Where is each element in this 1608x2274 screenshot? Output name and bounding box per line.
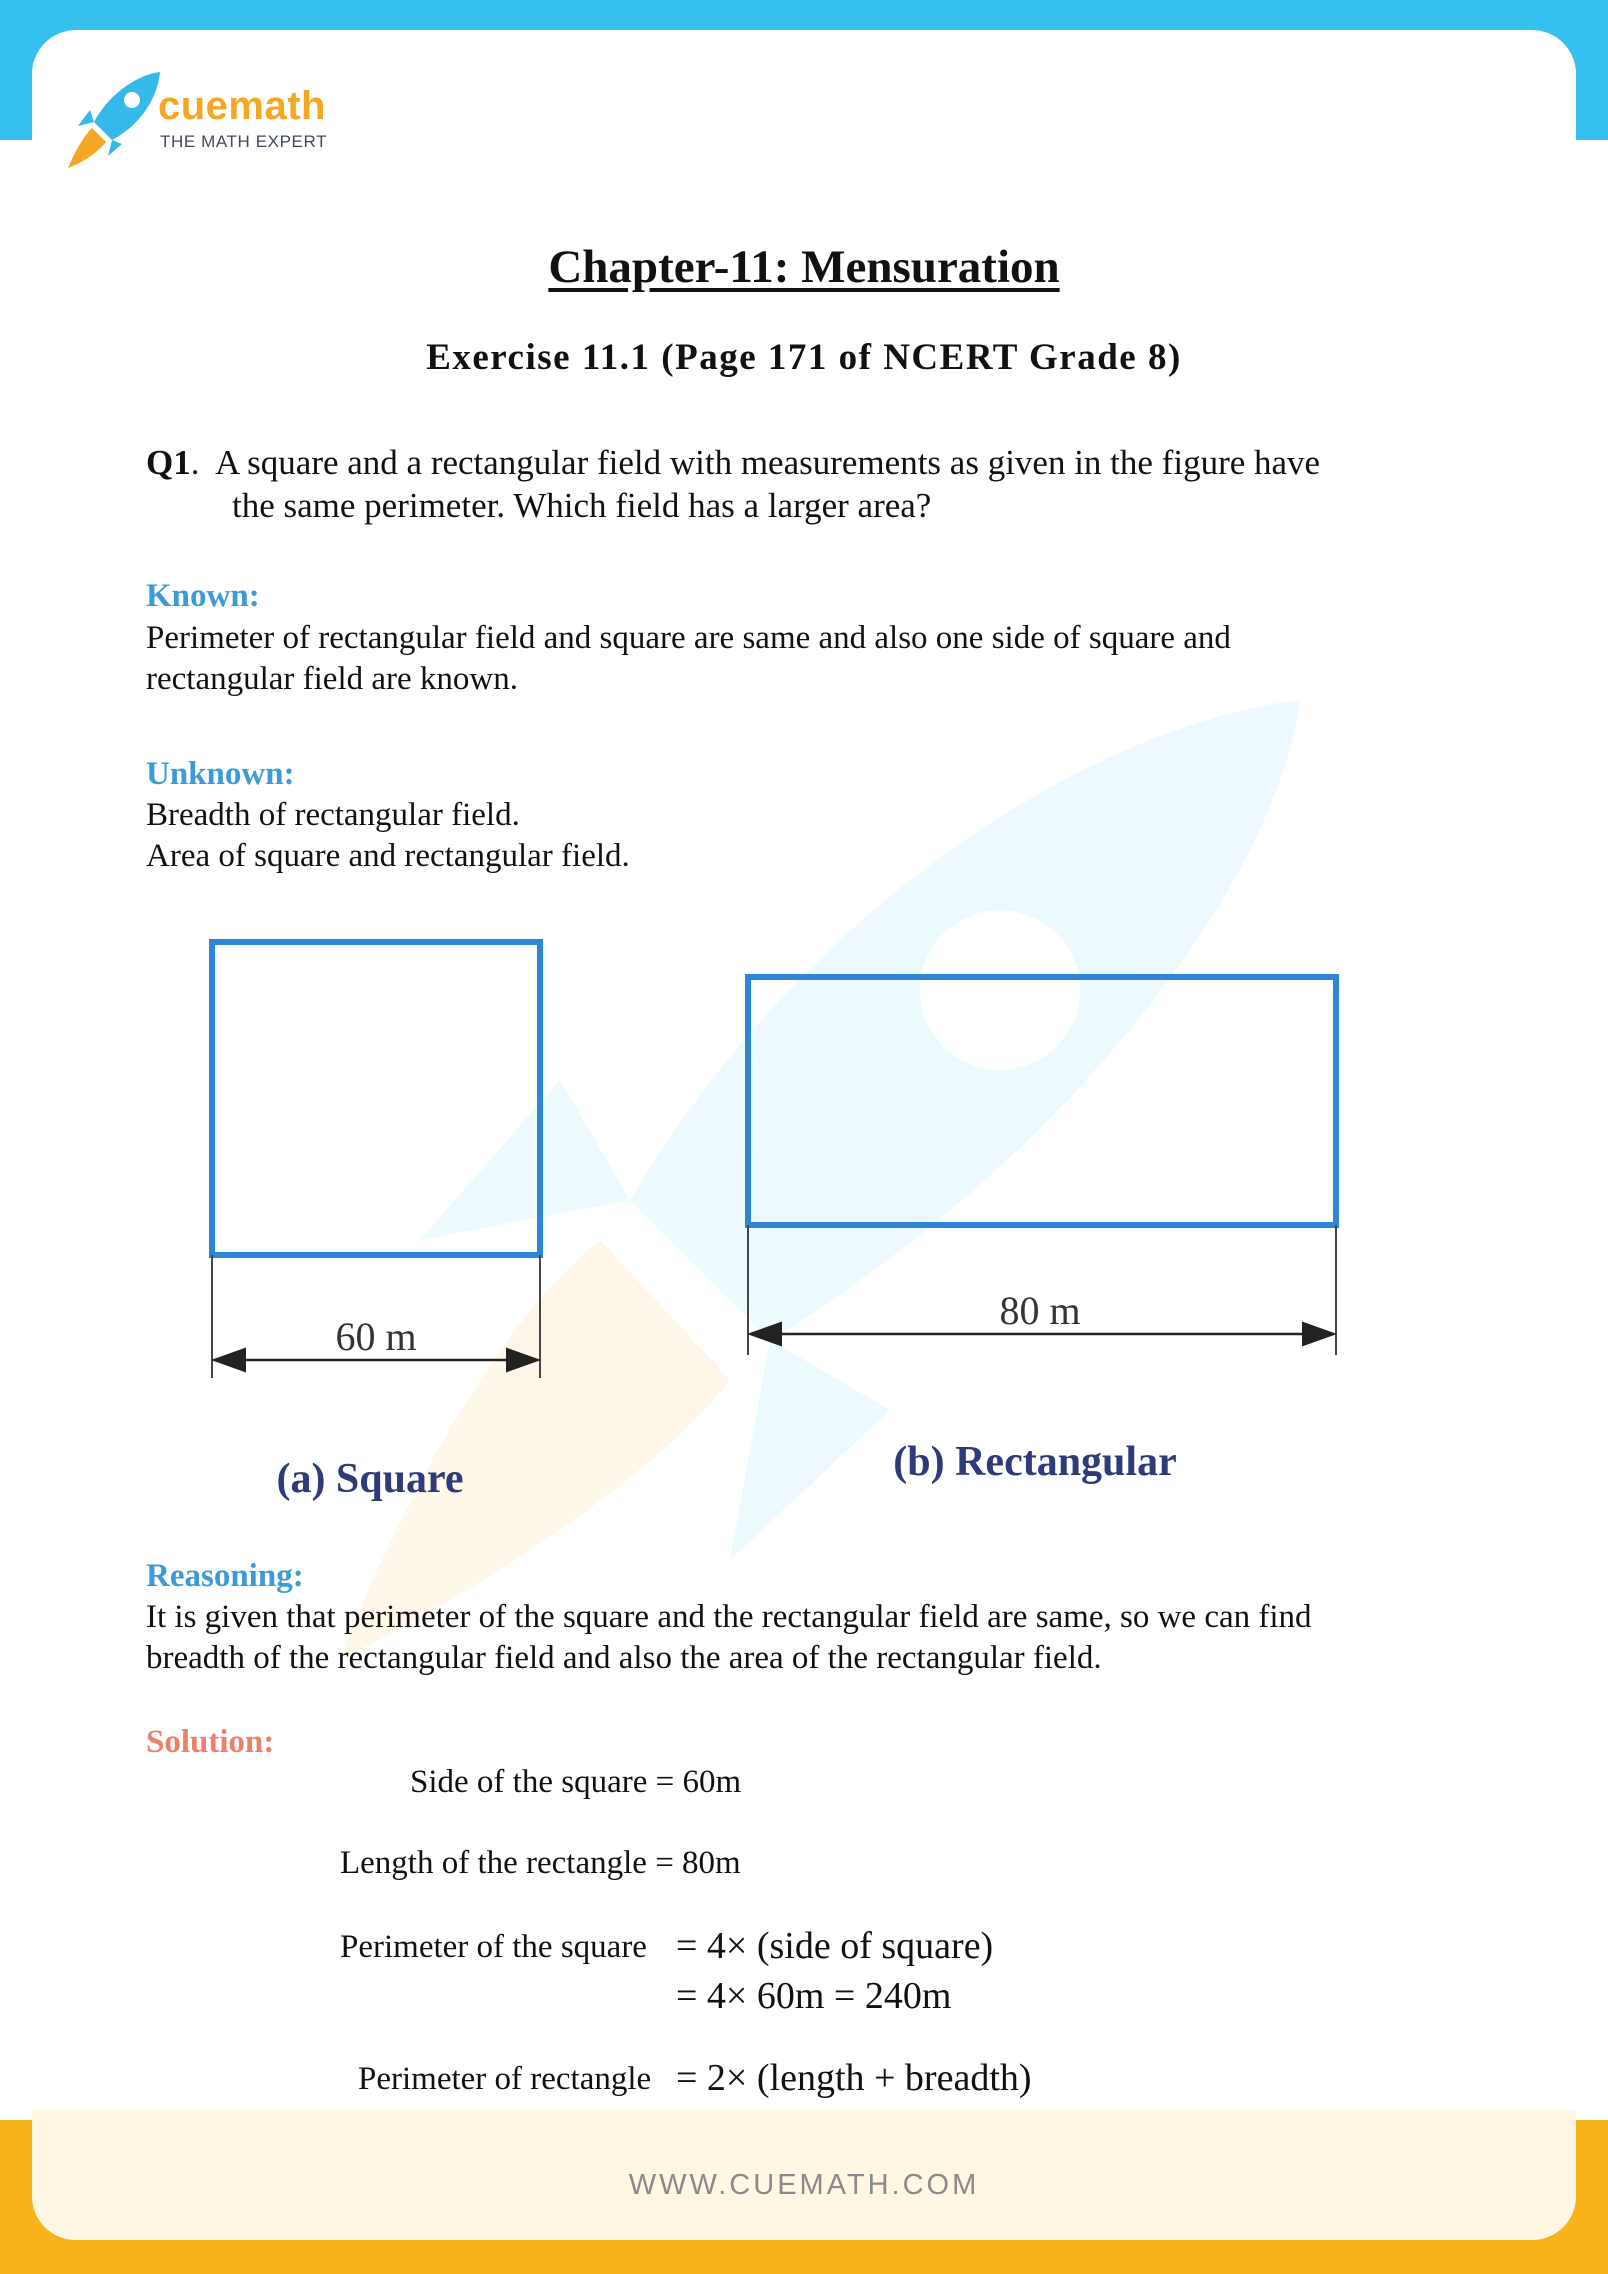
known-line-1: Perimeter of rectangular field and square are same and also one side of square and — [146, 620, 1231, 656]
question-text-2: the same perimeter. Which field has a larger area? — [232, 486, 932, 525]
solution-heading: Solution: — [146, 1724, 275, 1760]
brand-tagline: THE MATH EXPERT — [160, 132, 328, 151]
unknown-line-1: Breadth of rectangular field. — [146, 797, 520, 833]
eq-length-of-rectangle: Length of the rectangle = 80m — [340, 1845, 741, 1881]
known-line-2: rectangular field are known. — [146, 661, 518, 697]
square-caption: (a) Square — [276, 1456, 464, 1502]
reasoning-line-1: It is given that perimeter of the square and the rectangular field are same, so we can find — [146, 1599, 1312, 1635]
rectangle-field-shape — [748, 977, 1336, 1225]
question-line-1: Q1. A square and a rectangular field with measurements as given in the figure have — [146, 443, 1321, 482]
reasoning-text — [146, 1597, 1312, 1679]
eq-perimeter-rectangle-label: Perimeter of rectangle — [358, 2061, 652, 2097]
unknown-line-2: Area of square and rectangular field. — [146, 838, 630, 874]
question-number: Q1 — [146, 443, 191, 482]
square-field-shape — [212, 942, 540, 1255]
eq-perimeter-square-formula: = 4× (side of square) — [676, 1925, 994, 1967]
reasoning-heading: Reasoning: — [146, 1558, 304, 1594]
question-text-1: A square and a rectangular field with measurements as given in the figure have — [215, 443, 1321, 482]
brand-name: cuemath — [158, 84, 326, 128]
known-heading: Known: — [146, 578, 260, 614]
unknown-heading: Unknown: — [146, 756, 295, 792]
website-footer: WWW.CUEMATH.COM — [628, 2169, 980, 2201]
rocket-logo-icon — [60, 64, 170, 174]
page-subtitle: Exercise 11.1 (Page 171 of NCERT Grade 8) — [426, 337, 1182, 378]
page-title: Chapter-11: Mensuration — [548, 241, 1060, 293]
reasoning-line-2: breadth of the rectangular field and also the area of the rectangular field. — [146, 1640, 1102, 1676]
fields-figure — [140, 900, 1400, 1520]
known-text — [146, 618, 1231, 700]
eq-perimeter-rectangle-formula: = 2× (length + breadth) — [676, 2057, 1032, 2099]
eq-perimeter-square-label: Perimeter of the square — [340, 1929, 647, 1965]
square-side-label: 60 m — [335, 1314, 417, 1359]
unknown-text — [146, 795, 630, 877]
rect-length-label: 80 m — [999, 1288, 1081, 1333]
eq-side-of-square: Side of the square = 60m — [410, 1764, 742, 1800]
rect-caption: (b) Rectangular — [893, 1439, 1177, 1485]
eq-perimeter-square-value: = 4× 60m = 240m — [676, 1975, 952, 2017]
